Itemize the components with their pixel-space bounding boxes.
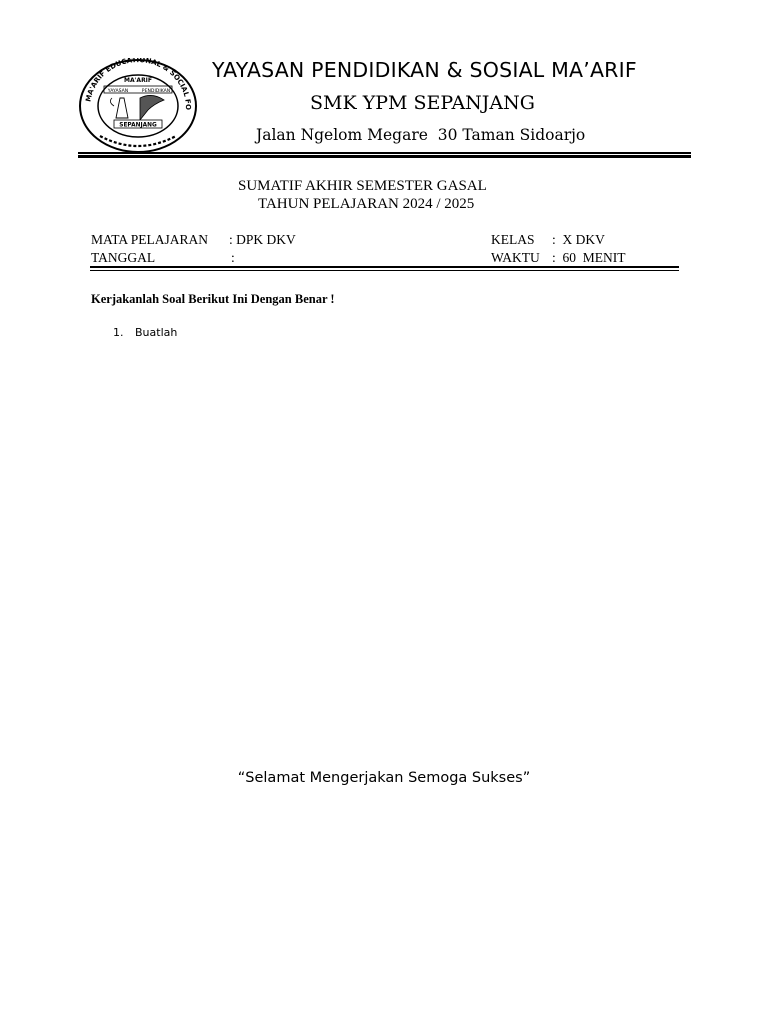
date-value: : (231, 250, 235, 265)
closing-message: “Selamat Mengerjakan Semoga Sukses” (237, 770, 531, 786)
header-divider-thick (78, 155, 691, 158)
school-emblem-icon (78, 58, 198, 154)
time-label: WAKTU (491, 250, 540, 265)
logo-ring-text: MA'ARIF EDUCATIONAL & SOCIAL FO (84, 58, 193, 111)
header-divider-thin (78, 152, 691, 154)
class-value: : X DKV (552, 232, 605, 247)
question-text: Buatlah (135, 326, 178, 339)
exam-title: SUMATIF AKHIR SEMESTER GASAL (238, 178, 487, 194)
logo-band-left: YAYASAN (107, 89, 129, 94)
instruction-text: Kerjakanlah Soal Berikut Ini Dengan Benar ! (91, 292, 335, 306)
exam-year: TAHUN PELAJARAN 2024 / 2025 (258, 196, 475, 212)
info-divider-thick (90, 266, 679, 268)
organization-name: YAYASAN PENDIDIKAN & SOSIAL MA’ARIF (212, 58, 637, 82)
subject-label: MATA PELAJARAN (91, 232, 209, 247)
subject-value: : DPK DKV (229, 232, 296, 247)
class-label: KELAS (491, 232, 535, 247)
time-value: : 60 MENIT (552, 250, 626, 265)
info-divider-thin (90, 270, 679, 271)
school-name: SMK YPM SEPANJANG (310, 92, 535, 114)
logo-inner-top: MA'ARIF (123, 77, 153, 84)
logo-band-right: PENDIDIKAN (141, 89, 171, 94)
school-logo (78, 58, 198, 154)
question-number: 1. (113, 326, 124, 339)
school-address: Jalan Ngelom Megare 30 Taman Sidoarjo (256, 126, 586, 144)
logo-inner-bottom: SEPANJANG (119, 122, 157, 129)
date-label: TANGGAL (91, 250, 156, 265)
